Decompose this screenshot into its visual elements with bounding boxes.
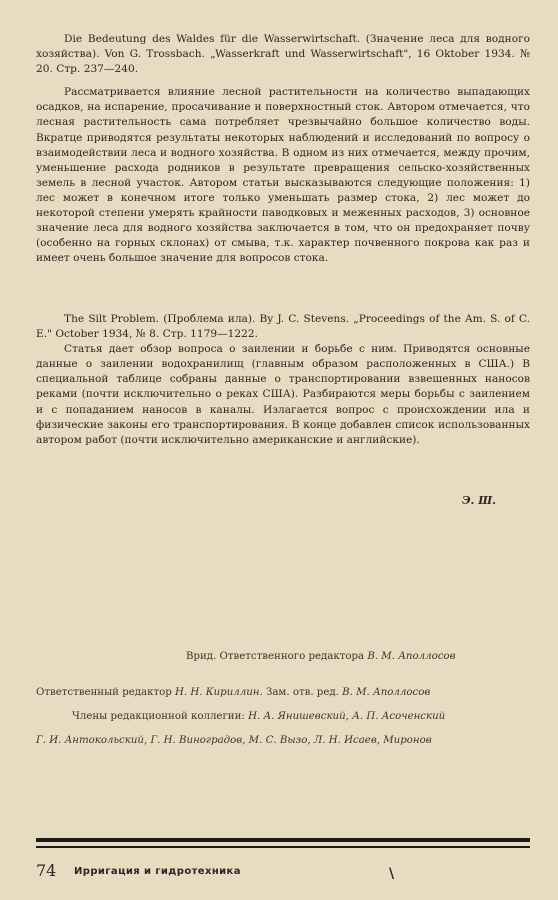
board-members-2a: Г. И. Антокольский, Г. Н. Виноградов, <box>36 735 246 746</box>
board-members-2b: М. С. Вызо, Л. Н. Исаев, Миронов <box>248 735 432 746</box>
page-number: 74 <box>36 861 57 880</box>
printer-mark: \ <box>389 866 395 882</box>
editor-label: Ответственный редактор <box>36 687 172 698</box>
board-members-1: Н. А. Янишевский, А. П. Асоченский <box>248 711 446 722</box>
acting-editor-label: Врид. Ответственного редактора <box>186 651 365 662</box>
footer-rule-thick <box>36 838 530 842</box>
article-1-body: Рассматривается влияние лесной растительности на количество выпадающих осадков, на испарение, просачивание и поверхностный сток. Автором отмечается, что лесная растительность сама потребляет чрезвычайно большое количество воды. Вкратце приводятся результаты некоторых наблюдений и исследований по вопросу о взаимодействии леса и водного хозяйства. В одном из них отмечается, между прочим, уменьшение расхода родников в результате превращения сельско-хозяйственных земель в лесной участок. Автором статьи высказываются следующие положения: 1) лес может в конечном итоге только уменьшать размер стока, 2) лес может до некоторой степени умерять крайности паводковых и меженных расходов, 3) основное значение леса для водного хозяйства заключается в том, что он предохраняет почву (особенно на горных склонах) от смыва, т.к. характер почвенного покрова как раз и имеет очень большое значение для вопросов стока. <box>36 86 530 265</box>
article-1-heading: Die Bedeutung des Waldes für die Wasserwirtschaft. (Значение леса для водного хозяйства). Von G. Trossbach. „Wasserkraft und Wasserwirtschaft", 16 Oktober 1934. № 20. Стр. 237—240. <box>36 33 530 76</box>
article-2-body: Статья дает обзор вопроса о заилении и борьбе с ним. Приводятся основные данные о заилении водохранилищ (главным образом расположенных в США.) В специальной таблице собраны данные о транспортировании взвешенных наносов реками (почти исключительно о реках США). Разбираются меры борьбы с заилением и с попаданием наносов в каналы. Излагается вопрос с происхождении ила и физические законы его транспортирования. В конце добавлен список использованных автором работ (почти исключительно американские и английские). <box>36 343 530 446</box>
signature: Э. Ш. <box>461 494 496 507</box>
board-line-2 <box>36 734 432 748</box>
acting-editor-line <box>186 650 456 664</box>
editor-name: Н. Н. Кириллин. <box>175 687 263 698</box>
deputy-label: Зам. отв. ред. <box>266 687 339 698</box>
article-2 <box>36 312 530 448</box>
deputy-name: В. М. Аполлосов <box>342 687 431 698</box>
board-line-1 <box>72 710 445 724</box>
board-label: Члены редакционной коллегии: <box>72 711 245 722</box>
running-title: Ирригация и гидротехника <box>74 866 241 877</box>
article-1 <box>36 32 530 266</box>
acting-editor-name: В. М. Аполлосов <box>367 651 456 662</box>
editor-line <box>36 686 430 700</box>
article-2-heading: The Silt Problem. (Проблема ила). By J. C. Stevens. „Proceedings of the Am. S. of C. E." October 1934, № 8. Стр. 1179—1222. <box>36 313 530 341</box>
footer-rule-thin <box>36 846 530 848</box>
